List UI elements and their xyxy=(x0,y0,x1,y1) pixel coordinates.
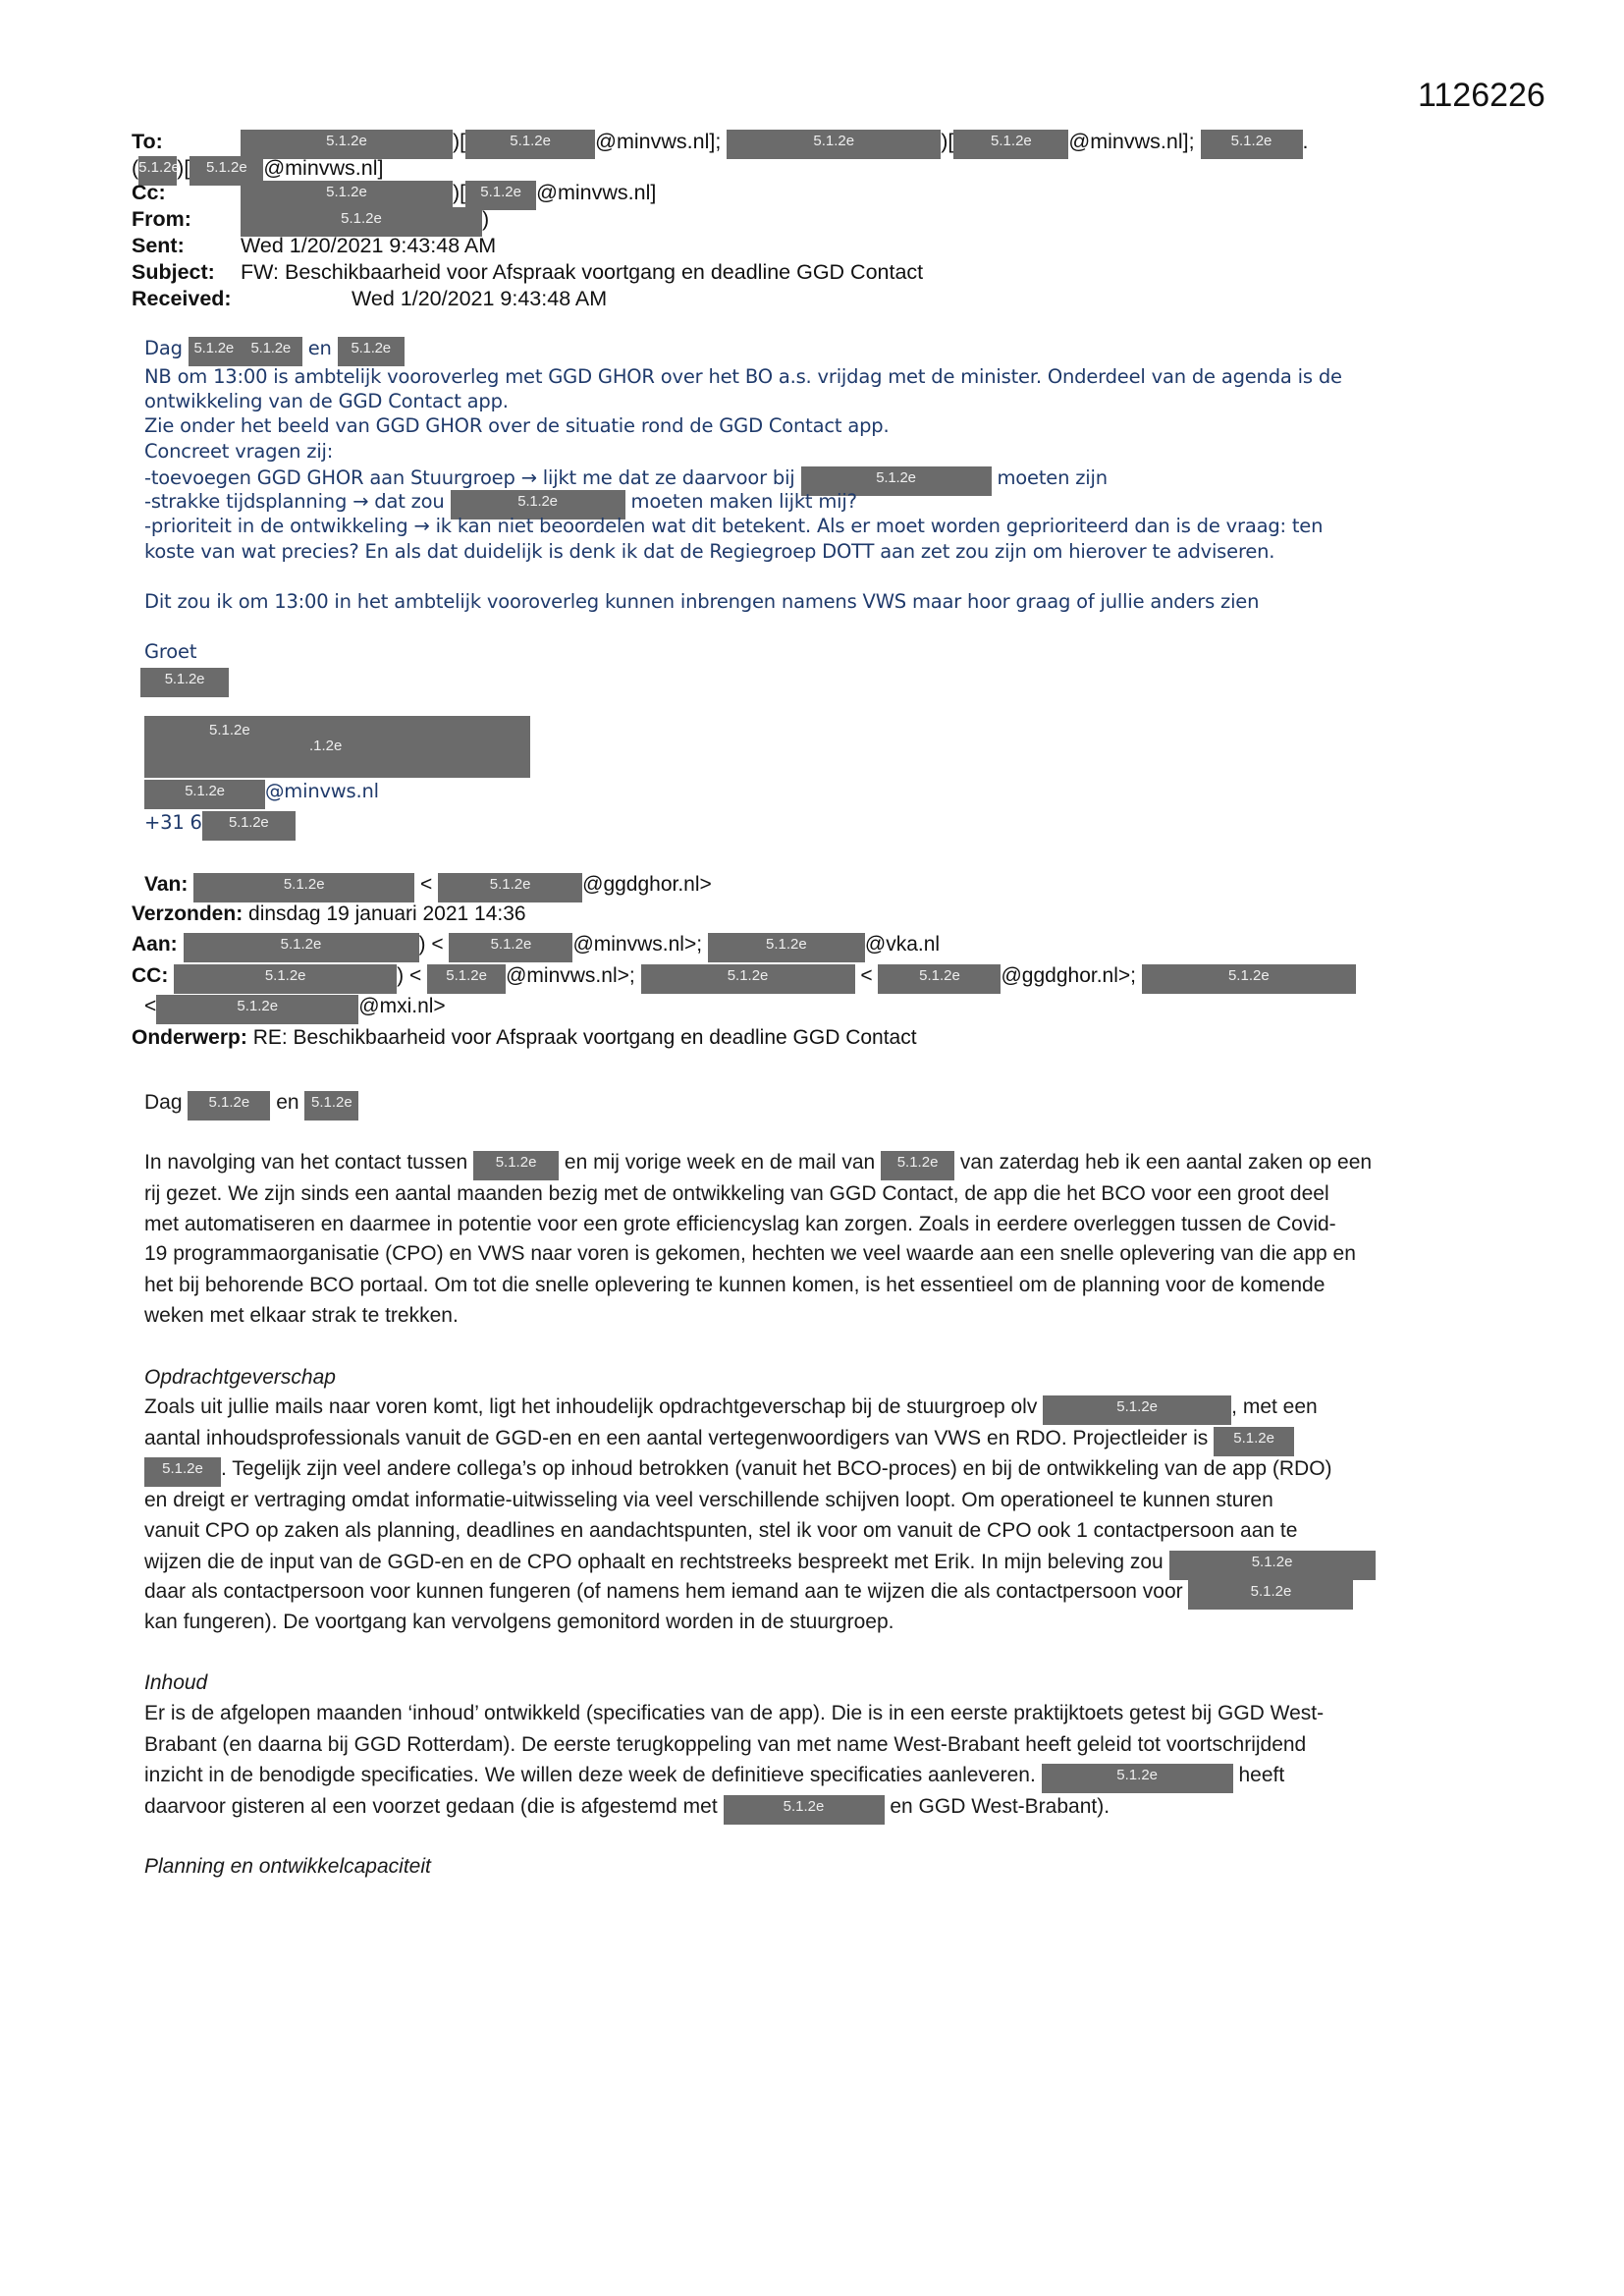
text-segment: moeten zijn xyxy=(991,466,1108,489)
redaction-box: 5.1.2e xyxy=(156,995,358,1024)
redaction-box: 5.1.2e xyxy=(144,1457,221,1487)
text-line xyxy=(132,181,656,210)
text-segment: < xyxy=(144,995,157,1017)
text-line xyxy=(144,1764,1284,1793)
text-line xyxy=(144,590,1259,620)
text-segment: < xyxy=(854,964,879,987)
text-line xyxy=(144,1855,431,1885)
redaction-box: 5.1.2e xyxy=(465,130,595,159)
redaction-box: 5.1.2e xyxy=(1169,1551,1376,1580)
redaction-box: 5.1.2e xyxy=(881,1151,954,1180)
text-line xyxy=(144,640,196,670)
text-line xyxy=(132,1026,917,1056)
text-line xyxy=(140,668,229,697)
text-segment: )[ xyxy=(453,181,466,204)
text-segment: koste van wat precies? En als dat duidelijk is denk ik dat de Regiegroep DOTT aan zet zou zijn om hierover te adviseren. xyxy=(144,540,1275,563)
header-label: From: xyxy=(132,207,191,231)
text-segment: < xyxy=(414,873,439,896)
text-line xyxy=(144,440,333,469)
redaction-box: 5.1.2e xyxy=(338,337,405,366)
text-segment: 19 programmaorganisatie (CPO) en VWS naar voren is gekomen, hechten we veel waarde aan een snelle oplevering van die app en xyxy=(144,1242,1356,1265)
text-segment: heeft xyxy=(1232,1764,1285,1786)
text-line xyxy=(144,873,712,902)
text-segment: , met een xyxy=(1231,1395,1318,1418)
text-segment: weken met elkaar strak te trekken. xyxy=(144,1304,459,1327)
text-segment: Zoals uit jullie mails naar voren komt, ligt het inhoudelijk opdrachtgeverschap bij de stuurgroep olv xyxy=(144,1395,1044,1418)
header-label: Onderwerp: xyxy=(132,1026,253,1049)
text-segment: en mij vorige week en de mail van xyxy=(559,1151,882,1174)
redaction-box: 5.1.2e xyxy=(188,1091,270,1121)
text-line xyxy=(132,933,940,962)
text-line xyxy=(144,1457,1332,1487)
text-line xyxy=(144,1702,1324,1731)
text-line xyxy=(144,1551,1376,1580)
text-segment: kan fungeren). De voortgang kan vervolgens gemonitord worden in de stuurgroep. xyxy=(144,1611,894,1633)
header-label: Aan: xyxy=(132,933,184,956)
text-line xyxy=(132,207,489,237)
text-segment: )[ xyxy=(177,156,190,180)
text-segment: daarvoor gisteren al een voorzet gedaan (die is afgestemd met xyxy=(144,1795,724,1818)
text-segment: In navolging van het contact tussen xyxy=(144,1151,474,1174)
signature-redaction-block xyxy=(144,716,530,778)
text-segment: @minvws.nl] xyxy=(536,181,657,204)
text-line xyxy=(144,1304,459,1334)
text-line xyxy=(144,1395,1318,1425)
text-line xyxy=(144,811,296,841)
text-line xyxy=(144,1091,358,1121)
text-segment: moeten maken lijkt mij? xyxy=(624,490,857,513)
text-segment: -strakke tijdsplanning → dat zou xyxy=(144,490,451,513)
redaction-box: 5.1.2e xyxy=(140,668,229,697)
text-segment: . xyxy=(1302,130,1309,153)
header-label: Subject: xyxy=(132,260,215,284)
text-segment: ) < xyxy=(397,964,428,987)
redaction-box: 5.1.2e xyxy=(878,964,1001,994)
text-segment: ( xyxy=(132,156,139,180)
text-segment: daar als contactpersoon voor kunnen fungeren (of namens hem iemand aan te wijzen die als contactpersoon voor xyxy=(144,1580,1189,1603)
text-segment: @ggdghor.nl>; xyxy=(1001,964,1142,987)
text-segment: wijzen die de input van de GGD-en en de CPO ophaalt en rechtstreeks bespreekt met Erik. In mijn beleving zou xyxy=(144,1551,1169,1573)
header-label: Sent: xyxy=(132,234,185,257)
header-label: Verzonden: xyxy=(132,902,249,925)
redaction-label: .1.2e xyxy=(309,738,343,754)
text-line xyxy=(132,902,526,932)
text-line xyxy=(144,1489,1273,1518)
text-segment: Er is de afgelopen maanden ‘inhoud’ ontwikkeld (specificaties van de app). Die is in een eerste praktijktoets getest bij GGD West- xyxy=(144,1702,1325,1724)
redaction-box: 5.1.2e xyxy=(241,181,453,210)
section-heading: Inhoud xyxy=(144,1671,208,1694)
text-line xyxy=(144,1242,1356,1272)
text-segment: Dag xyxy=(144,337,189,359)
section-heading: Opdrachtgeverschap xyxy=(144,1366,336,1389)
text-line xyxy=(132,287,607,316)
text-line xyxy=(144,1519,1297,1549)
text-line xyxy=(144,540,1274,570)
redaction-box: 5.1.2e xyxy=(1201,130,1303,159)
redaction-box: 5.1.2e xyxy=(189,156,263,186)
text-line xyxy=(144,1611,893,1640)
text-line xyxy=(144,1580,1353,1610)
text-segment: )[ xyxy=(941,130,954,153)
text-segment: @minvws.nl>; xyxy=(506,964,641,987)
redaction-box: 5.1.2e xyxy=(1142,964,1356,994)
redaction-label: 5.1.2e xyxy=(209,722,250,738)
text-segment: @vka.nl xyxy=(864,933,941,956)
text-segment: +31 6 xyxy=(144,811,202,834)
text-segment: Wed 1/20/2021 9:43:48 AM xyxy=(352,287,608,310)
text-segment: @minvws.nl] xyxy=(263,156,384,180)
redaction-box: 5.1.2e xyxy=(304,1091,358,1121)
redaction-box: 5.1.2e xyxy=(473,1151,559,1180)
redaction-box: 5.1.2e xyxy=(202,811,296,841)
redaction-box: 5.1.2e xyxy=(1188,1580,1353,1610)
redaction-box: 5.1.2e xyxy=(1214,1427,1294,1456)
redaction-box: 5.1.2e xyxy=(1042,1764,1233,1793)
header-label: To: xyxy=(132,130,163,153)
text-segment: NB om 13:00 is ambtelijk vooroverleg met GGD GHOR over het BO a.s. vrijdag met de minister. Onderdeel van de agenda is de xyxy=(144,365,1342,388)
redaction-box: 5.1.2e xyxy=(174,964,397,994)
header-label: Cc: xyxy=(132,181,166,204)
redaction-box: 5.1.2e xyxy=(1043,1395,1231,1425)
redaction-box: 5.1.2e xyxy=(189,337,240,366)
section-heading: Planning en ontwikkelcapaciteit xyxy=(144,1855,431,1878)
text-segment: RE: Beschikbaarheid voor Afspraak voortgang en deadline GGD Contact xyxy=(252,1026,917,1049)
text-line xyxy=(144,1182,1329,1212)
redaction-box: 5.1.2e xyxy=(241,207,482,237)
redaction-box: 5.1.2e xyxy=(184,933,419,962)
header-label: Received: xyxy=(132,287,232,310)
redaction-box: 5.1.2e xyxy=(801,466,992,496)
text-line xyxy=(132,964,1356,994)
text-segment: )[ xyxy=(453,130,466,153)
text-segment: Dit zou ik om 13:00 in het ambtelijk vooroverleg kunnen inbrengen namens VWS maar hoor graag of jullie anders zien xyxy=(144,590,1260,613)
text-line xyxy=(144,1366,336,1395)
redaction-box: 5.1.2e xyxy=(144,780,265,809)
text-segment: dinsdag 19 januari 2021 14:36 xyxy=(248,902,526,925)
redaction-box: 5.1.2e xyxy=(138,156,177,186)
redaction-box: 5.1.2e xyxy=(953,130,1068,159)
text-line xyxy=(144,1274,1325,1303)
text-segment: ) < xyxy=(418,933,450,956)
text-segment: en dreigt er vertraging omdat informatie-uitwisseling via veel verschillende schijven loopt. Om operationeel te kunnen sturen xyxy=(144,1489,1273,1511)
text-segment: en xyxy=(301,337,338,359)
redaction-box: 5.1.2e xyxy=(724,1795,885,1825)
header-label: Van: xyxy=(144,873,194,896)
text-segment: @ggdghor.nl> xyxy=(582,873,712,896)
text-segment: het bij behorende BCO portaal. Om tot die snelle oplevering te kunnen komen, is het essentieel om de planning voor de komende xyxy=(144,1274,1326,1296)
text-line xyxy=(144,1795,1110,1825)
redaction-box: 5.1.2e xyxy=(465,181,536,210)
redaction-box: 5.1.2e xyxy=(193,873,414,902)
text-segment: -prioriteit in de ontwikkeling → ik kan niet beoordelen wat dit betekent. Als er moet worden geprioriteerd dan is de vraag: ten xyxy=(144,515,1324,537)
text-segment: Dag xyxy=(144,1091,189,1114)
text-line xyxy=(144,780,379,809)
redaction-box: 5.1.2e xyxy=(727,130,941,159)
text-segment: Brabant (en daarna bij GGD Rotterdam). De eerste terugkoppeling van met name West-Brabant heeft geleid tot voortschrijdend xyxy=(144,1733,1307,1756)
text-segment: Groet xyxy=(144,640,197,663)
text-segment: FW: Beschikbaarheid voor Afspraak voortgang en deadline GGD Contact xyxy=(241,260,924,284)
text-segment: inzicht in de benodigde specificaties. We willen deze week de definitieve specificaties aanleveren. xyxy=(144,1764,1042,1786)
text-segment: Wed 1/20/2021 9:43:48 AM xyxy=(241,234,497,257)
text-line xyxy=(144,1213,1336,1242)
text-segment: @minvws.nl]; xyxy=(1068,130,1201,153)
text-line xyxy=(144,1151,1372,1180)
text-segment: ontwikkeling van de GGD Contact app. xyxy=(144,390,509,412)
text-segment: ) xyxy=(482,207,490,231)
text-line xyxy=(132,130,1309,159)
text-segment: rij gezet. We zijn sinds een aantal maanden bezig met de ontwikkeling van GGD Contact, de app die het BCO voor een groot deel xyxy=(144,1182,1329,1205)
redaction-box: 5.1.2e xyxy=(451,490,625,519)
text-line xyxy=(144,337,405,366)
text-segment: @minvws.nl]; xyxy=(595,130,728,153)
redaction-box: 5.1.2e xyxy=(438,873,582,902)
text-segment: Zie onder het beeld van GGD GHOR over de situatie rond de GGD Contact app. xyxy=(144,414,890,437)
document-number: 1126226 xyxy=(1418,77,1545,114)
text-line xyxy=(144,1427,1294,1456)
text-segment: en GGD West-Brabant). xyxy=(884,1795,1110,1818)
text-segment: van zaterdag heb ik een aantal zaken op een xyxy=(954,1151,1373,1174)
text-segment: Concreet vragen zij: xyxy=(144,440,334,463)
redaction-box: 5.1.2e xyxy=(240,337,302,366)
redaction-box: 5.1.2e xyxy=(708,933,865,962)
text-segment: -toevoegen GGD GHOR aan Stuurgroep → lijkt me dat ze daarvoor bij xyxy=(144,466,801,489)
text-segment: met automatiseren en daarmee in potentie voor een grote efficiencyslag kan zorgen. Zoals in eerdere overleggen tussen de Covid- xyxy=(144,1213,1336,1235)
text-segment: @mxi.nl> xyxy=(358,995,446,1017)
text-segment: . Tegelijk zijn veel andere collega’s op inhoud betrokken (vanuit het BCO-proces) en bij de ontwikkeling van de app (RDO) xyxy=(221,1457,1332,1480)
text-line xyxy=(132,234,496,263)
redaction-box: 5.1.2e xyxy=(427,964,506,994)
text-segment: aantal inhoudsprofessionals vanuit de GGD-en en een aantal vertegenwoordigers van VWS en RDO. Projectleider is xyxy=(144,1427,1215,1449)
redaction-box: 5.1.2e xyxy=(641,964,855,994)
text-line xyxy=(144,1733,1306,1763)
header-label: CC: xyxy=(132,964,175,987)
text-line xyxy=(132,260,923,290)
text-segment: vanuit CPO op zaken als planning, deadlines en aandachtspunten, stel ik voor om vanuit de CPO ook 1 contactpersoon aan te xyxy=(144,1519,1298,1542)
text-line xyxy=(144,1671,207,1701)
text-line xyxy=(144,995,446,1024)
text-segment: @minvws.nl xyxy=(265,780,379,802)
redaction-box: 5.1.2e xyxy=(449,933,572,962)
text-segment: @minvws.nl>; xyxy=(572,933,708,956)
text-segment: en xyxy=(270,1091,305,1114)
redaction-box: 5.1.2e xyxy=(241,130,453,159)
